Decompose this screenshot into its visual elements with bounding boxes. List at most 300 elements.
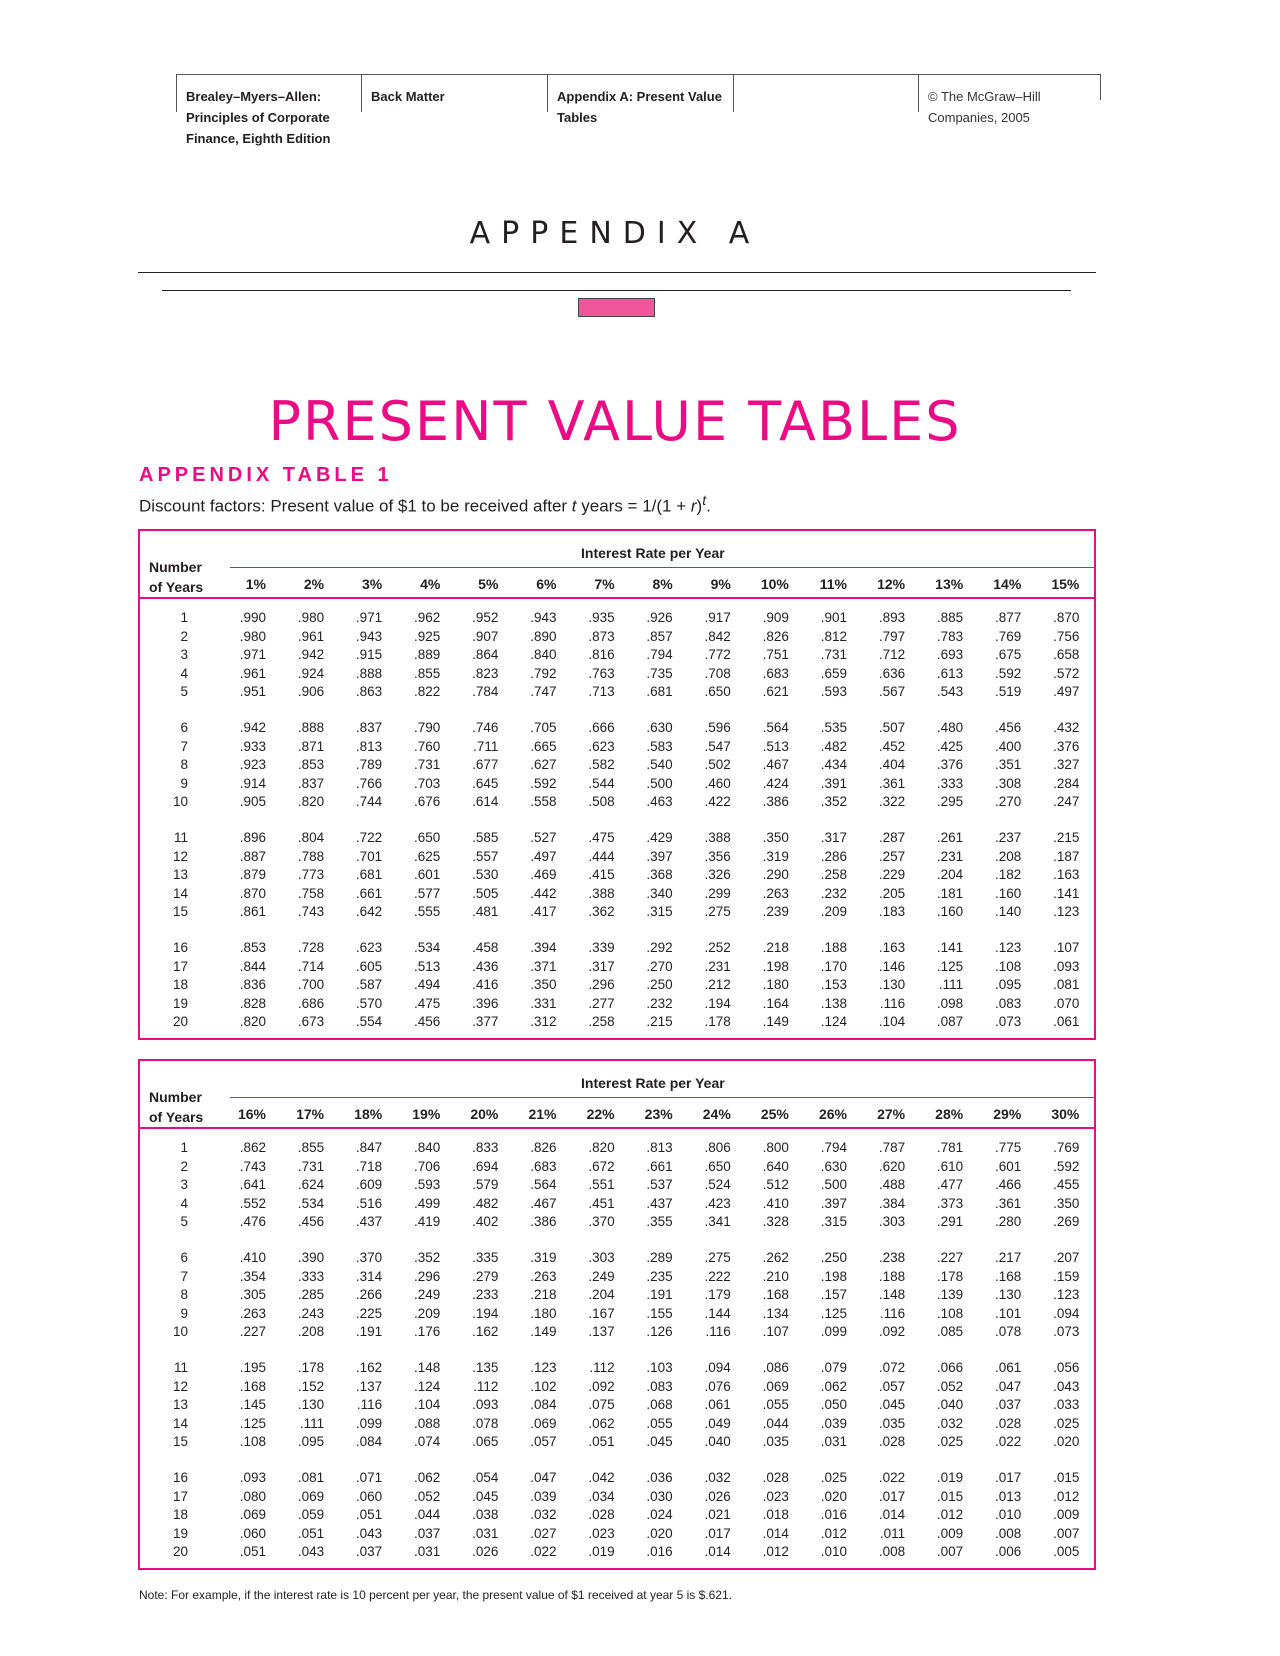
table-row — [140, 1305, 1094, 1324]
rate-header: 19% — [412, 1106, 441, 1122]
table-row — [140, 1249, 1094, 1268]
discount-factor-cell: .021 — [704, 1507, 731, 1523]
discount-factor-cell: .258 — [820, 867, 847, 883]
table-row — [140, 738, 1094, 757]
discount-factor-cell: .540 — [646, 757, 673, 773]
discount-factor-cell: .675 — [995, 647, 1022, 663]
discount-factor-cell: .157 — [820, 1287, 847, 1303]
discount-factor-cell: .280 — [995, 1214, 1022, 1230]
discount-factor-cell: .022 — [878, 1469, 906, 1485]
discount-factor-cell: .023 — [762, 1488, 789, 1504]
discount-factor-cell: .217 — [995, 1249, 1022, 1265]
discount-factor-cell: .410 — [239, 1249, 266, 1265]
discount-factor-cell: .137 — [355, 1378, 383, 1394]
number-of-years-label — [149, 557, 203, 597]
discount-factor-cell: .756 — [1053, 628, 1080, 644]
discount-factor-cell: .052 — [414, 1488, 441, 1504]
discount-factor-cell: .178 — [936, 1268, 964, 1284]
discount-factor-cell: .592 — [995, 665, 1022, 681]
discount-factor-cell: .728 — [297, 939, 325, 955]
discount-factor-cell: .182 — [995, 867, 1022, 883]
discount-factor-cell: .012 — [936, 1507, 964, 1523]
discount-factor-cell: .693 — [936, 647, 964, 663]
discount-factor-cell: .153 — [820, 977, 847, 993]
discount-factor-cell: .837 — [355, 719, 383, 735]
discount-factor-cell: .423 — [704, 1195, 731, 1211]
discount-factor-cell: .194 — [472, 1305, 499, 1321]
table-row — [140, 1488, 1094, 1507]
discount-factor-cell: .873 — [588, 628, 615, 644]
table-row — [140, 1543, 1094, 1562]
discount-factor-cell: .497 — [1053, 684, 1080, 700]
discount-factor-cell: .010 — [995, 1507, 1022, 1523]
discount-factor-cell: .476 — [239, 1214, 266, 1230]
discount-factor-cell: .837 — [297, 775, 325, 791]
discount-factor-cell: .773 — [297, 867, 325, 883]
discount-factor-cell: .661 — [355, 885, 383, 901]
discount-factor-cell: .072 — [878, 1359, 906, 1375]
rate-header: 18% — [354, 1106, 383, 1122]
year-cell: 13 — [172, 1397, 188, 1413]
discount-factor-cell: .176 — [414, 1324, 441, 1340]
discount-factor-cell: .009 — [1053, 1507, 1080, 1523]
discount-factor-cell: .350 — [762, 829, 789, 845]
discount-factor-cell: .833 — [472, 1140, 499, 1155]
discount-factor-cell: .673 — [297, 1014, 325, 1030]
discount-factor-cell: .178 — [297, 1359, 325, 1375]
table-row — [140, 628, 1094, 647]
discount-factor-cell: .222 — [704, 1268, 731, 1284]
table-row — [140, 1469, 1094, 1488]
discount-factor-cell: .592 — [530, 775, 557, 791]
discount-factor-cell: .270 — [646, 958, 673, 974]
number-label: Number — [149, 559, 202, 575]
rate-header: 5% — [478, 576, 499, 592]
table-row — [140, 1433, 1094, 1452]
discount-factor-cell: .442 — [530, 885, 557, 901]
discount-factor-cell: .579 — [472, 1177, 499, 1193]
discount-factor-cell: .731 — [414, 757, 441, 773]
discount-factor-cell: .437 — [355, 1214, 383, 1230]
discount-factor-cell: .388 — [704, 829, 731, 845]
discount-factor-cell: .069 — [530, 1415, 557, 1431]
discount-factor-cell: .055 — [646, 1415, 673, 1431]
discount-factor-cell: .820 — [588, 1140, 615, 1155]
discount-factor-cell: .232 — [820, 885, 847, 901]
discount-factor-cell: .820 — [297, 794, 325, 810]
discount-factor-cell: .056 — [1053, 1359, 1080, 1375]
discount-factor-cell: .188 — [878, 1268, 906, 1284]
discount-factor-cell: .718 — [355, 1158, 383, 1174]
header-copyright — [918, 74, 1041, 125]
discount-factor-cell: .051 — [297, 1525, 325, 1541]
discount-factor-cell: .291 — [936, 1214, 964, 1230]
discount-factor-cell: .292 — [646, 939, 673, 955]
discount-factor-cell: .889 — [414, 647, 441, 663]
year-cell: 5 — [180, 1214, 188, 1230]
discount-factor-cell: .650 — [704, 684, 731, 700]
discount-factor-cell: .051 — [588, 1434, 615, 1450]
discount-factor-cell: .794 — [646, 647, 673, 663]
discount-factor-cell: .535 — [820, 719, 847, 735]
discount-factor-cell: .068 — [646, 1397, 673, 1413]
discount-factor-cell: .887 — [239, 848, 266, 864]
discount-factor-cell: .747 — [530, 684, 557, 700]
discount-factor-cell: .101 — [995, 1305, 1022, 1321]
discount-factor-cell: .942 — [297, 647, 325, 663]
discount-factor-cell: .905 — [239, 794, 266, 810]
caption-r: r — [690, 496, 697, 516]
discount-factor-cell: .016 — [646, 1544, 673, 1560]
discount-factor-cell: .261 — [936, 829, 964, 845]
discount-factor-cell: .432 — [1053, 719, 1080, 735]
discount-factor-cell: .424 — [762, 775, 789, 791]
discount-factor-cell: .971 — [239, 647, 266, 663]
discount-factor-cell: .057 — [530, 1434, 557, 1450]
discount-factor-cell: .822 — [414, 684, 441, 700]
discount-factor-cell: .623 — [588, 738, 615, 754]
discount-factor-cell: .104 — [878, 1014, 906, 1030]
table-row — [140, 1378, 1094, 1397]
row-group — [140, 1469, 1094, 1562]
discount-factor-cell: .030 — [646, 1488, 673, 1504]
discount-factor-cell: .625 — [414, 848, 441, 864]
discount-factor-cell: .853 — [239, 939, 266, 955]
discount-factor-cell: .828 — [239, 995, 266, 1011]
discount-factor-cell: .659 — [820, 665, 847, 681]
discount-factor-cell: .146 — [878, 958, 906, 974]
appendix-table-label: APPENDIX TABLE 1 — [139, 464, 393, 486]
discount-factor-cell: .906 — [297, 684, 325, 700]
rate-header: 10% — [760, 576, 789, 592]
discount-factor-cell: .361 — [878, 775, 906, 791]
year-cell: 15 — [172, 904, 188, 920]
discount-factor-cell: .497 — [530, 848, 557, 864]
discount-factor-cell: .377 — [472, 1014, 499, 1030]
discount-factor-cell: .060 — [239, 1525, 266, 1541]
discount-factor-cell: .823 — [472, 665, 499, 681]
table-row — [140, 1139, 1094, 1158]
rate-header: 11% — [819, 576, 847, 592]
discount-factor-cell: .812 — [820, 628, 847, 644]
discount-factor-cell: .463 — [646, 794, 673, 810]
discount-factor-cell: .112 — [473, 1378, 499, 1394]
year-cell: 13 — [172, 867, 188, 883]
caption-prefix: Discount factors: Present value of $1 to be received after — [139, 496, 572, 516]
discount-factor-cell: .270 — [995, 794, 1022, 810]
discount-factor-cell: .397 — [820, 1195, 847, 1211]
discount-factor-cell: .840 — [530, 647, 557, 663]
discount-factor-cell: .469 — [530, 867, 557, 883]
discount-factor-cell: .037 — [995, 1397, 1022, 1413]
caption-exponent: t — [702, 493, 707, 509]
discount-factor-cell: .813 — [355, 738, 383, 754]
year-cell: 1 — [180, 1140, 188, 1155]
discount-factor-cell: .582 — [588, 757, 615, 773]
rate-header: 30% — [1051, 1106, 1080, 1122]
discount-factor-cell: .534 — [297, 1195, 325, 1211]
row-group — [140, 829, 1094, 922]
discount-factor-cell: .286 — [820, 848, 847, 864]
discount-factor-cell: .252 — [704, 939, 731, 955]
rate-header: 16% — [237, 1106, 266, 1122]
discount-factor-cell: .229 — [878, 867, 906, 883]
discount-factor-cell: .008 — [878, 1544, 906, 1560]
discount-factor-cell: .070 — [1053, 995, 1080, 1011]
year-cell: 2 — [180, 1158, 188, 1174]
discount-factor-cell: .907 — [472, 628, 499, 644]
discount-factor-cell: .108 — [239, 1434, 266, 1450]
discount-factor-cell: .863 — [355, 684, 383, 700]
discount-factor-cell: .477 — [936, 1177, 964, 1193]
discount-factor-cell: .315 — [820, 1214, 847, 1230]
discount-factor-cell: .840 — [414, 1140, 441, 1155]
table-row — [140, 609, 1094, 628]
year-cell: 19 — [172, 1525, 188, 1541]
running-header — [176, 74, 1101, 194]
discount-factor-cell: .044 — [414, 1507, 441, 1523]
discount-factor-cell: .370 — [588, 1214, 615, 1230]
discount-factor-cell: .429 — [646, 829, 673, 845]
rate-header: 29% — [993, 1106, 1022, 1122]
discount-factor-cell: .111 — [299, 1415, 325, 1431]
discount-factor-cell: .397 — [646, 848, 673, 864]
discount-factor-cell: .092 — [878, 1324, 906, 1340]
discount-factor-cell: .083 — [646, 1378, 673, 1394]
discount-factor-cell: .025 — [820, 1469, 847, 1485]
discount-factor-cell: .961 — [239, 665, 266, 681]
discount-factor-cell: .014 — [878, 1507, 906, 1523]
discount-factor-cell: .054 — [472, 1469, 499, 1485]
caption-end: . — [706, 496, 711, 516]
table-row — [140, 939, 1094, 958]
discount-factor-cell: .075 — [588, 1397, 615, 1413]
discount-factor-cell: .130 — [995, 1287, 1022, 1303]
discount-factor-cell: .010 — [820, 1544, 847, 1560]
discount-factor-cell: .094 — [1053, 1305, 1080, 1321]
header-line: Finance, Eighth Edition — [186, 131, 331, 146]
interest-rate-rule — [230, 1097, 1094, 1098]
discount-factor-cell: .769 — [1053, 1140, 1080, 1155]
discount-factor-cell: .335 — [472, 1249, 499, 1265]
discount-factor-cell: .107 — [762, 1324, 789, 1340]
discount-factor-cell: .456 — [297, 1214, 325, 1230]
discount-factor-cell: .087 — [936, 1014, 964, 1030]
discount-factor-cell: .524 — [704, 1177, 731, 1193]
discount-factor-cell: .178 — [704, 1014, 731, 1030]
discount-factor-cell: .043 — [297, 1544, 325, 1560]
discount-factor-cell: .028 — [878, 1434, 906, 1450]
discount-factor-cell: .164 — [762, 995, 789, 1011]
discount-factor-cell: .015 — [936, 1488, 964, 1504]
table-head — [140, 1061, 1094, 1127]
discount-factor-cell: .391 — [820, 775, 847, 791]
discount-factor-cell: .613 — [936, 665, 964, 681]
discount-factor-cell: .055 — [762, 1397, 789, 1413]
discount-factor-cell: .601 — [995, 1158, 1022, 1174]
discount-factor-cell: .139 — [936, 1287, 964, 1303]
discount-factor-cell: .247 — [1053, 794, 1080, 810]
rate-header: 26% — [818, 1106, 847, 1122]
discount-factor-cell: .137 — [588, 1324, 615, 1340]
discount-factor-cell: .505 — [472, 885, 499, 901]
discount-factor-cell: .713 — [588, 684, 615, 700]
header-book-title — [176, 74, 331, 146]
table-row — [140, 756, 1094, 775]
discount-factor-cell: .781 — [936, 1140, 964, 1155]
discount-factor-cell: .080 — [239, 1488, 266, 1504]
discount-factor-cell: .592 — [1053, 1158, 1080, 1174]
discount-factor-cell: .527 — [530, 829, 557, 845]
discount-factor-cell: .099 — [820, 1324, 847, 1340]
discount-factor-cell: .404 — [878, 757, 906, 773]
discount-factor-cell: .279 — [472, 1268, 499, 1284]
discount-factor-cell: .508 — [588, 794, 615, 810]
discount-factor-cell: .095 — [995, 977, 1022, 993]
discount-factor-cell: .017 — [995, 1469, 1022, 1485]
discount-factor-cell: .040 — [936, 1397, 964, 1413]
discount-factor-cell: .198 — [762, 958, 789, 974]
discount-factor-cell: .551 — [588, 1177, 615, 1193]
discount-factor-cell: .263 — [762, 885, 789, 901]
discount-factor-cell: .650 — [704, 1158, 731, 1174]
discount-factor-cell: .204 — [936, 867, 964, 883]
discount-factor-cell: .714 — [297, 958, 325, 974]
discount-factor-cell: .422 — [704, 794, 731, 810]
discount-factor-cell: .544 — [588, 775, 615, 791]
discount-factor-cell: .370 — [355, 1249, 383, 1265]
header-line: Back Matter — [371, 89, 445, 104]
discount-factor-cell: .045 — [472, 1488, 499, 1504]
discount-factor-cell: .031 — [820, 1434, 847, 1450]
discount-factor-cell: .231 — [704, 958, 731, 974]
discount-factor-cell: .417 — [530, 904, 557, 920]
discount-factor-cell: .614 — [472, 794, 499, 810]
discount-factor-cell: .636 — [878, 665, 906, 681]
discount-factor-cell: .593 — [414, 1177, 441, 1193]
discount-factor-cell: .006 — [995, 1544, 1022, 1560]
table-body — [140, 597, 1094, 1038]
discount-factor-cell: .820 — [239, 1014, 266, 1030]
discount-factor-cell: .772 — [704, 647, 731, 663]
discount-factor-cell: .207 — [1053, 1249, 1080, 1265]
year-cell: 8 — [180, 1287, 188, 1303]
year-cell: 9 — [180, 1305, 188, 1321]
table-row — [140, 1286, 1094, 1305]
discount-factor-cell: .328 — [762, 1214, 789, 1230]
discount-factor-cell: .475 — [588, 829, 615, 845]
discount-factor-cell: .168 — [239, 1378, 266, 1394]
year-cell: 3 — [180, 1177, 188, 1193]
header-line: Principles of Corporate — [186, 110, 330, 125]
discount-factor-cell: .035 — [878, 1415, 906, 1431]
year-cell: 8 — [180, 757, 188, 773]
discount-factor-cell: .703 — [414, 775, 441, 791]
decorative-pink-box — [578, 298, 655, 317]
discount-factor-cell: .018 — [762, 1507, 789, 1523]
table-row — [140, 1525, 1094, 1544]
discount-factor-cell: .073 — [1053, 1324, 1080, 1340]
discount-factor-cell: .168 — [995, 1268, 1022, 1284]
header-end-line — [1100, 74, 1101, 100]
table-row — [140, 848, 1094, 867]
discount-factor-cell: .806 — [704, 1140, 731, 1155]
caption-t: t — [571, 496, 577, 516]
discount-factor-cell: .012 — [762, 1544, 789, 1560]
discount-factor-cell: .144 — [704, 1305, 731, 1321]
rate-header: 6% — [536, 576, 557, 592]
discount-factor-cell: .587 — [355, 977, 383, 993]
discount-factor-cell: .322 — [878, 794, 906, 810]
discount-factor-cell: .305 — [239, 1287, 266, 1303]
discount-factor-cell: .467 — [762, 757, 789, 773]
discount-factor-cell: .543 — [936, 684, 964, 700]
discount-factor-cell: .123 — [1053, 904, 1080, 920]
table-row — [140, 1195, 1094, 1214]
table-caption — [139, 493, 711, 517]
discount-factor-cell: .314 — [355, 1268, 383, 1284]
discount-factor-cell: .243 — [297, 1305, 325, 1321]
discount-factor-cell: .022 — [995, 1434, 1022, 1450]
discount-factor-cell: .885 — [936, 610, 964, 625]
table-row — [140, 1396, 1094, 1415]
year-cell: 17 — [172, 1488, 188, 1504]
discount-factor-cell: .014 — [762, 1525, 789, 1541]
discount-factor-cell: .285 — [297, 1287, 325, 1303]
discount-factor-cell: .842 — [704, 628, 731, 644]
discount-factor-cell: .826 — [762, 628, 789, 644]
discount-factor-cell: .051 — [239, 1544, 266, 1560]
discount-factor-cell: .125 — [936, 958, 964, 974]
discount-factor-cell: .513 — [762, 738, 789, 754]
caption-middle: years = 1/(1 + — [576, 496, 691, 516]
discount-factor-cell: .250 — [646, 977, 673, 993]
year-cell: 3 — [180, 647, 188, 663]
header-line: Tables — [557, 110, 598, 125]
discount-factor-cell: .460 — [704, 775, 731, 791]
discount-factor-cell: .017 — [878, 1488, 906, 1504]
discount-factor-cell: .683 — [762, 665, 789, 681]
discount-factor-cell: .062 — [414, 1469, 441, 1485]
discount-factor-cell: .788 — [297, 848, 325, 864]
caption-close: ) — [696, 496, 703, 516]
discount-factor-cell: .159 — [1053, 1268, 1080, 1284]
discount-factor-cell: .890 — [530, 628, 557, 644]
rate-header: 28% — [935, 1106, 964, 1122]
discount-factor-cell: .194 — [704, 995, 731, 1011]
discount-factor-cell: .708 — [704, 665, 731, 681]
rate-header: 15% — [1051, 576, 1080, 592]
discount-factor-cell: .032 — [936, 1415, 964, 1431]
year-cell: 16 — [172, 939, 188, 955]
discount-factor-cell: .124 — [414, 1378, 441, 1394]
discount-factor-cell: .020 — [820, 1488, 847, 1504]
discount-factor-cell: .238 — [878, 1249, 906, 1265]
discount-factor-cell: .870 — [239, 885, 266, 901]
discount-factor-cell: .354 — [239, 1268, 266, 1284]
discount-factor-cell: .125 — [239, 1415, 266, 1431]
discount-factor-cell: .027 — [530, 1525, 557, 1541]
discount-factor-cell: .376 — [936, 757, 964, 773]
discount-factor-cell: .925 — [414, 628, 441, 644]
discount-factor-cell: .289 — [646, 1249, 673, 1265]
discount-factor-cell: .436 — [472, 958, 499, 974]
rate-header: 25% — [760, 1106, 789, 1122]
discount-factor-cell: .016 — [820, 1507, 847, 1523]
table-row — [140, 665, 1094, 684]
discount-factor-cell: .135 — [472, 1359, 499, 1375]
discount-factor-cell: .225 — [355, 1305, 383, 1321]
